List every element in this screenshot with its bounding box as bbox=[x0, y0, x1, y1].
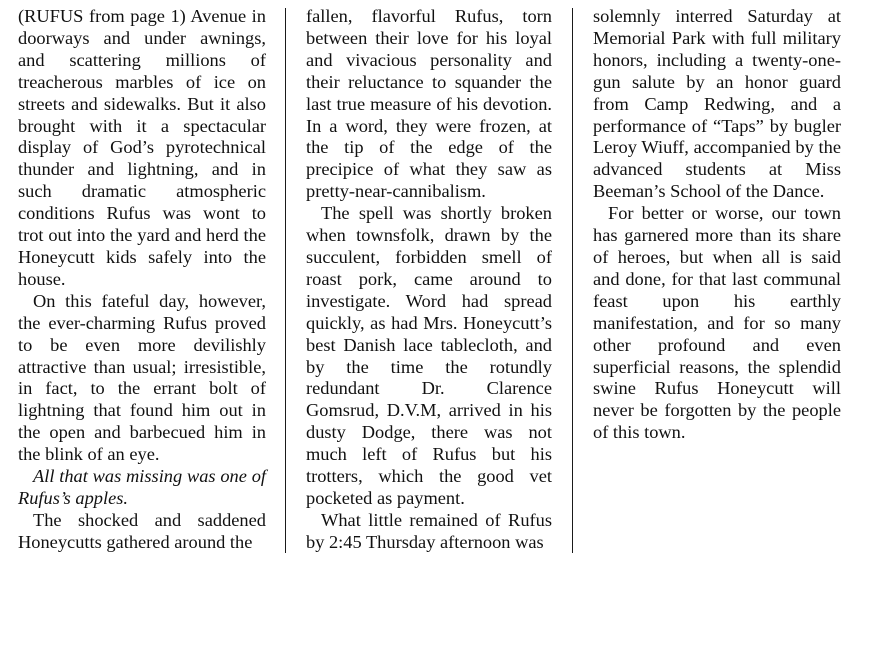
article-paragraph: solemnly interred Saturday at Memorial Park with full military honors, including a twenty-one-gun salute by an honor guard from Camp Redwing, and a performance of “Taps” by bugler Leroy Wiuff, accompanied by the advanced students at Miss Beeman’s School of the Dance. bbox=[593, 6, 841, 202]
article-column-2 bbox=[306, 6, 552, 554]
article-paragraph: fallen, flavorful Rufus, torn between their love for his loyal and vivacious personality and their reluctance to squander the last true measure of his devotion. In a word, they were frozen, at the tip of the edge of the precipice of what they saw as pretty-near-cannibalism. bbox=[306, 6, 552, 202]
article-paragraph: On this fateful day, however, the ever-charming Rufus proved to be even more devilishly attractive than usual; irresistible, in fact, to the errant bolt of lightning that found him out in the open and barbecued him in the blink of an eye. bbox=[18, 290, 266, 465]
article-paragraph: What little remained of Rufus by 2:45 Thursday afternoon was bbox=[306, 509, 552, 552]
article-italic-paragraph: All that was missing was one of Rufus’s apples. bbox=[18, 466, 266, 508]
article-paragraph: For better or worse, our town has garnered more than its share of heroes, but when all is said and done, for that last communal feast upon his earthly manifestation, and for so many other profound and even superficial reasons, the splendid swine Rufus Honeycutt will never be forgotten by the people of this town. bbox=[593, 203, 841, 443]
article-column-1 bbox=[18, 6, 266, 554]
article-paragraph: The shocked and saddened Honeycutts gathered around the bbox=[18, 509, 266, 552]
article-paragraph: The spell was shortly broken when townsfolk, drawn by the succulent, forbidden smell of roast pork, came around to investigate. Word had spread quickly, as had Mrs. Honeycutt’s best Danish lace tablecloth, and by the time the rotundly redundant Dr. Clarence Gomsrud, D.V.M, arrived in his dusty Dodge, there was not much left of Rufus but his trotters, which the good vet pocketed as payment. bbox=[306, 203, 552, 508]
column-divider bbox=[572, 8, 573, 553]
column-divider bbox=[285, 8, 286, 553]
article-paragraph: (RUFUS from page 1) Avenue in doorways and under awnings, and scattering millions of treacherous marbles of ice on streets and sidewalks. But it also brought with it a spectacular display of God’s pyrotechnical thunder and lightning, and in such dramatic atmospheric conditions Rufus was wont to trot out into the yard and herd the Honeycutt kids safely into the house. bbox=[18, 6, 266, 289]
article-column-3 bbox=[593, 6, 841, 444]
